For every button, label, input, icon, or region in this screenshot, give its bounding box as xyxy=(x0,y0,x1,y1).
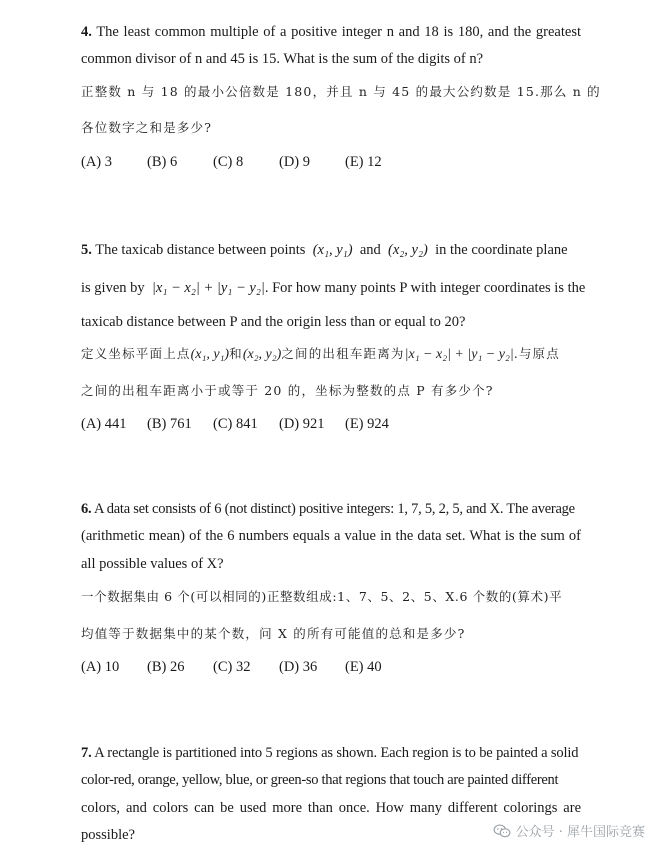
q7-number: 7. xyxy=(81,745,92,761)
q7-en-line3: colors, and colors can be used more than once. How many different colorings are xyxy=(81,800,581,816)
q6-cn-line2: 均值等于数据集中的某个数，问 X 的所有可能值的总和是多少? xyxy=(81,626,466,641)
q4-number: 4. xyxy=(81,24,92,40)
q5-cn-line2: 之间的出租车距离小于或等于 20 的，坐标为整数的点 P 有多少个? xyxy=(81,383,494,398)
q5-point2: (x₂, y₂) xyxy=(388,242,428,258)
q5-choice-a: (A) 441 xyxy=(81,416,127,432)
q5-en-line1 xyxy=(81,241,581,259)
q5-text1b: in the coordinate plane xyxy=(435,242,568,258)
q5-number: 5. xyxy=(81,242,92,258)
q5-en-line2 xyxy=(81,279,586,297)
wechat-icon xyxy=(493,824,511,838)
q5-text1a: The taxicab distance between points xyxy=(95,242,306,258)
q6-en-line1 xyxy=(81,500,581,518)
q4-choices xyxy=(81,153,411,171)
q5-text2a: is given by xyxy=(81,280,145,296)
q5-cn-point1: (x₁, y₁) xyxy=(190,347,230,362)
q5-choice-c: (C) 841 xyxy=(213,416,258,432)
q5-formula: |x₁ − x₂| + |y₁ − y₂| xyxy=(151,280,265,296)
q4-text1: The least common multiple of a positive integer n and 18 is 180, and the greatest xyxy=(96,24,581,40)
q5-choice-d: (D) 921 xyxy=(279,416,325,432)
q5-text2b: . For how many points P with integer coordinates is the xyxy=(264,280,586,296)
q7-en-line2: color-red, orange, yellow, blue, or green-so that regions that touch are painted different xyxy=(81,772,559,788)
q6-en-line2: (arithmetic mean) of the 6 numbers equals a value in the data set. What is the sum of xyxy=(81,528,581,544)
q6-choice-a: (A) 10 xyxy=(81,659,120,675)
q7-en-line1 xyxy=(81,744,581,762)
q4-cn-line1: 正整数 n 与 18 的最小公倍数是 180，并且 n 与 45 的最大公约数是 15.那么 n 的 xyxy=(81,84,601,99)
q6-choice-c: (C) 32 xyxy=(213,659,251,675)
q7-en-line4: possible? xyxy=(81,827,135,843)
q4-choice-b: (B) 6 xyxy=(147,154,178,170)
q5-cn-point2: (x₂, y₂) xyxy=(242,347,282,362)
watermark xyxy=(493,821,645,840)
q4-en-line1 xyxy=(81,23,581,41)
q5-choice-b: (B) 761 xyxy=(147,416,192,432)
q4-choice-d: (D) 9 xyxy=(279,154,311,170)
q7-text1: A rectangle is partitioned into 5 regions as shown. Each region is to be painted a solid xyxy=(94,745,579,761)
q4-choice-a: (A) 3 xyxy=(81,154,113,170)
q4-cn-line2: 各位数字之和是多少? xyxy=(81,120,213,135)
q6-cn-line1: 一个数据集由 6 个(可以相同的)正整数组成:1、7、5、2、5、X.6 个数的(算术)平 xyxy=(81,589,563,604)
q4-choice-c: (C) 8 xyxy=(213,154,244,170)
q4-en-line2: common divisor of n and 45 is 15. What is the sum of the digits of n? xyxy=(81,51,484,67)
q6-choices xyxy=(81,658,411,676)
q6-choice-b: (B) 26 xyxy=(147,659,185,675)
q5-cn-text1b: 之间的出租车距离为 xyxy=(281,346,405,361)
q6-text1: A data set consists of 6 (not distinct) positive integers: 1, 7, 5, 2, 5, and X. The average xyxy=(93,501,575,517)
q4-choice-e: (E) 12 xyxy=(345,154,382,170)
q5-point1: (x₁, y₁) xyxy=(312,242,353,258)
q5-cn-text1c: .与原点 xyxy=(513,346,560,361)
q5-en-line3: taxicab distance between P and the origin less than or equal to 20? xyxy=(81,314,466,330)
q5-choices xyxy=(81,415,411,433)
q6-choice-e: (E) 40 xyxy=(345,659,382,675)
watermark-text: 公众号 · 犀牛国际竞赛 xyxy=(515,825,645,840)
q5-cn-line1 xyxy=(81,345,581,364)
q6-choice-d: (D) 36 xyxy=(279,659,318,675)
q5-cn-formula: |x₁ − x₂| + |y₁ − y₂| xyxy=(404,347,514,362)
q6-en-line3: all possible values of X? xyxy=(81,556,224,572)
q5-and: and xyxy=(359,242,381,258)
q6-number: 6. xyxy=(81,501,92,517)
q5-choice-e: (E) 924 xyxy=(345,416,389,432)
q5-cn-text1a: 定义坐标平面上点 xyxy=(81,346,191,361)
q5-cn-and: 和 xyxy=(229,346,243,361)
